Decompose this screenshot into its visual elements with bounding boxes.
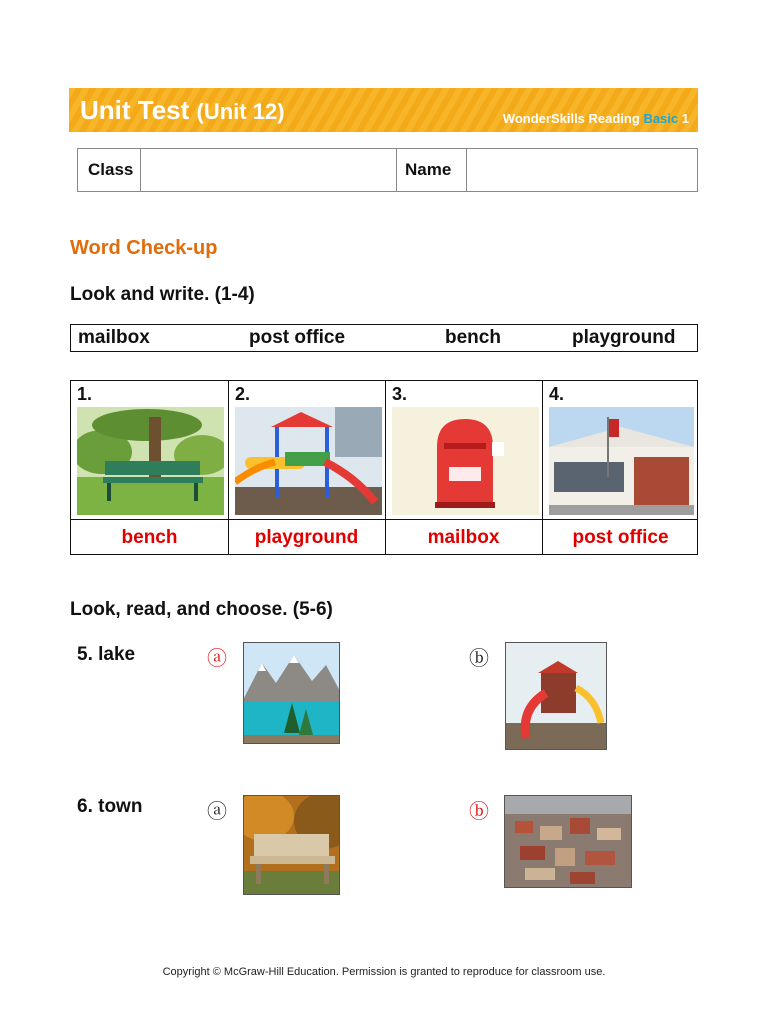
bench-photo bbox=[77, 407, 224, 515]
option-b[interactable]: ⓑ bbox=[469, 646, 489, 670]
brand-label: WonderSkills Reading Basic 1 bbox=[502, 111, 689, 126]
name-label: Name bbox=[397, 149, 467, 191]
class-label: Class bbox=[78, 149, 141, 191]
item-number: 3. bbox=[392, 384, 408, 404]
option-a[interactable]: ⓐ bbox=[207, 646, 227, 670]
picture-grid bbox=[70, 380, 698, 555]
answer-text: post office bbox=[572, 527, 669, 548]
answer-text: bench bbox=[121, 527, 178, 548]
item-number: 1. bbox=[77, 384, 93, 404]
word-bank bbox=[70, 324, 698, 352]
copyright-footer: Copyright © McGraw-Hill Education. Permission is granted to reproduce for classroom use. bbox=[162, 966, 606, 978]
word-bank-item: bench bbox=[445, 327, 501, 348]
option-b[interactable]: ⓑ bbox=[469, 799, 489, 823]
part2-instruction: Look, read, and choose. (5-6) bbox=[70, 599, 333, 620]
item-number: 4. bbox=[549, 384, 565, 404]
post-office-photo bbox=[549, 407, 694, 515]
class-field[interactable] bbox=[141, 149, 397, 191]
answer-text: mailbox bbox=[427, 527, 500, 548]
option-a[interactable]: ⓐ bbox=[207, 799, 227, 823]
answer-text: playground bbox=[254, 527, 359, 548]
playground-photo bbox=[235, 407, 382, 515]
park-bench-photo[interactable] bbox=[243, 795, 340, 895]
section-title: Word Check-up bbox=[70, 237, 218, 259]
question-6: 6. town bbox=[77, 796, 143, 817]
town-aerial-photo[interactable] bbox=[504, 795, 632, 888]
question-5: 5. lake bbox=[77, 644, 136, 665]
word-bank-item: playground bbox=[572, 327, 676, 348]
part1-instruction: Look and write. (1-4) bbox=[70, 284, 255, 305]
item-number: 2. bbox=[235, 384, 251, 404]
mailbox-photo bbox=[392, 407, 539, 515]
header-banner bbox=[69, 88, 698, 132]
grid-divider bbox=[71, 519, 697, 520]
word-bank-item: mailbox bbox=[78, 327, 150, 348]
playground-slide-photo[interactable] bbox=[505, 642, 607, 750]
word-bank-item: post office bbox=[249, 327, 346, 348]
page-title: Unit Test (Unit 12) bbox=[80, 95, 285, 125]
class-name-table bbox=[77, 148, 698, 192]
lake-photo[interactable] bbox=[243, 642, 340, 744]
name-field[interactable] bbox=[467, 149, 697, 191]
